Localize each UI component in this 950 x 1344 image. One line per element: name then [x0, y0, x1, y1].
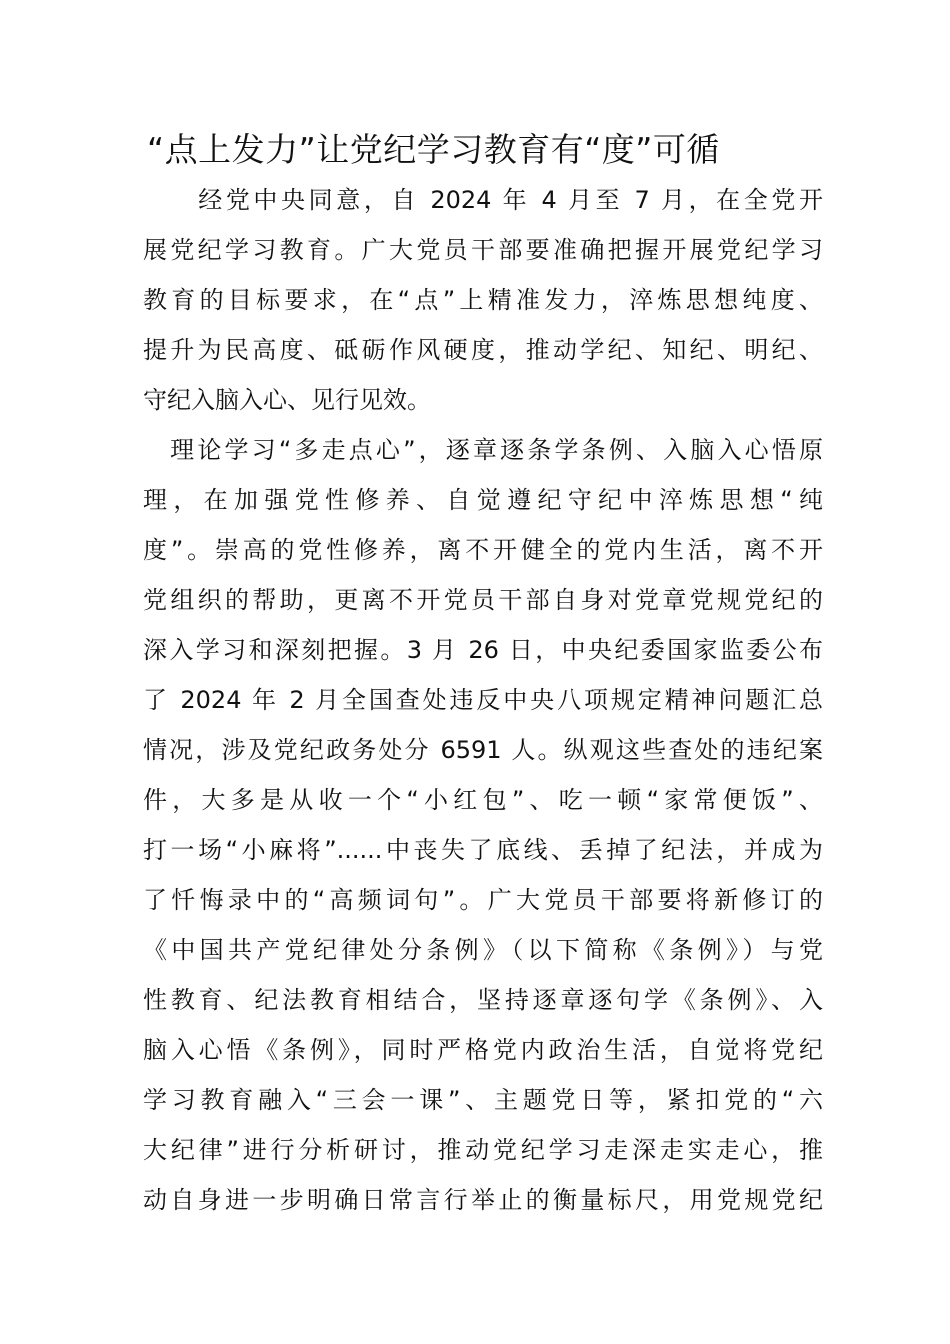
- paragraph-line: 学习教育融入“三会一课”、主题党日等，紧扣党的“六: [143, 1086, 823, 1114]
- paragraph-line: 提升为民高度、砥砺作风硬度，推动学纪、知纪、明纪、: [143, 336, 823, 364]
- paragraph-line: 《中国共产党纪律处分条例》（以下简称《条例》）与党: [143, 936, 823, 964]
- paragraph-line: 党组织的帮助，更离不开党员干部自身对党章党规党纪的: [143, 586, 823, 614]
- paragraph-line: 理论学习“多走点心”，逐章逐条学条例、入脑入心悟原: [143, 436, 823, 464]
- paragraph-line: 性教育、纪法教育相结合，坚持逐章逐句学《条例》、入: [143, 986, 823, 1014]
- paragraph-line: 打一场“小麻将”......中丧失了底线、丢掉了纪法，并成为: [143, 836, 823, 864]
- paragraph-line: 了 2024 年 2 月全国查处违反中央八项规定精神问题汇总: [143, 686, 823, 714]
- paragraph-line: 深入学习和深刻把握。3 月 26 日，中央纪委国家监委公布: [143, 636, 823, 664]
- paragraph-line: 件，大多是从收一个“小红包”、吃一顿“家常便饭”、: [143, 786, 823, 814]
- paragraph-line: 动自身进一步明确日常言行举止的衡量标尺，用党规党纪: [143, 1186, 823, 1214]
- paragraph-line: 情况，涉及党纪政务处分 6591 人。纵观这些查处的违纪案: [143, 736, 823, 764]
- paragraph-line: 展党纪学习教育。广大党员干部要准确把握开展党纪学习: [143, 236, 823, 264]
- paragraph-line: 大纪律”进行分析研讨，推动党纪学习走深走实走心，推: [143, 1136, 823, 1164]
- paragraph-line: 度”。崇高的党性修养，离不开健全的党内生活，离不开: [143, 536, 823, 564]
- paragraph-line: 守纪入脑入心、见行见效。: [143, 386, 431, 414]
- document-title: “点上发力”让党纪学习教育有“度”可循: [147, 130, 720, 169]
- paragraph-line: 经党中央同意，自 2024 年 4 月至 7 月，在全党开: [143, 186, 823, 214]
- paragraph-line: 教育的目标要求，在“点”上精准发力，淬炼思想纯度、: [143, 286, 823, 314]
- paragraph-line: 脑入心悟《条例》，同时严格党内政治生活，自觉将党纪: [143, 1036, 823, 1064]
- paragraph-line: 理，在加强党性修养、自觉遵纪守纪中淬炼思想“纯: [143, 486, 823, 514]
- paragraph-line: 了忏悔录中的“高频词句”。广大党员干部要将新修订的: [143, 886, 823, 914]
